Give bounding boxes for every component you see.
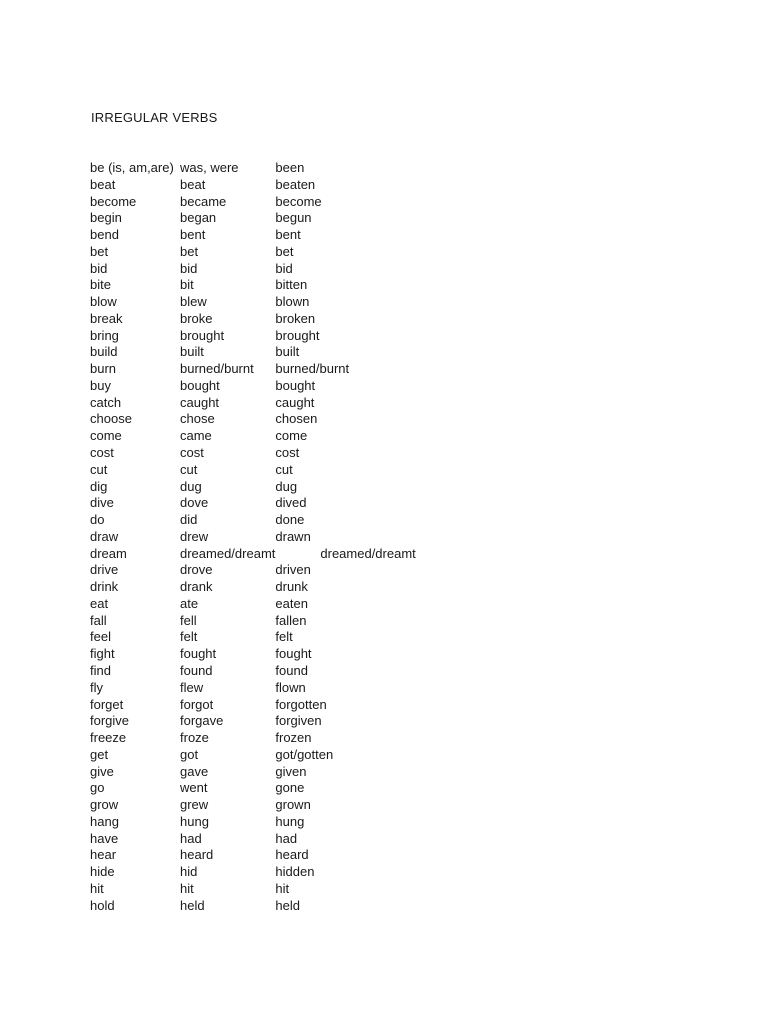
base-form-cell: feel: [90, 629, 111, 645]
base-form-cell: catch: [90, 394, 122, 410]
past-participle-cell: got/gotten: [275, 746, 334, 762]
table-row: [90, 495, 425, 512]
past-participle-cell: dived: [275, 495, 307, 511]
past-tense-cell: hit: [180, 880, 194, 896]
base-form-cell: bet: [90, 243, 109, 259]
past-tense-cell: beat: [180, 176, 206, 192]
table-row: [90, 797, 425, 814]
past-tense-cell: hid: [180, 864, 198, 880]
base-form-cell: bid: [90, 260, 108, 276]
past-participle-cell: bet: [275, 243, 294, 259]
base-form-cell: do: [90, 512, 105, 528]
past-tense-cell: dove: [180, 495, 209, 511]
table-row: [90, 428, 425, 445]
past-tense-cell: bid: [180, 260, 198, 276]
table-row: [90, 177, 425, 194]
base-form-cell: build: [90, 344, 118, 360]
past-participle-cell: done: [275, 512, 305, 528]
past-tense-cell: was, were: [180, 160, 239, 175]
past-tense-cell: drove: [180, 562, 213, 578]
base-form-cell: hit: [90, 880, 104, 896]
past-participle-cell: bought: [275, 377, 316, 393]
past-tense-cell: brought: [180, 327, 225, 343]
past-tense-cell: built: [180, 344, 204, 360]
past-participle-cell: flown: [275, 679, 306, 695]
past-tense-cell: froze: [180, 730, 209, 746]
table-row: [90, 244, 425, 261]
base-form-cell: become: [90, 193, 137, 209]
past-participle-cell: chosen: [275, 411, 318, 427]
page-title: IRREGULAR VERBS: [91, 110, 218, 125]
past-participle-cell: felt: [275, 629, 293, 645]
past-tense-cell: fell: [180, 612, 197, 628]
past-tense-cell: burned/burnt: [180, 361, 254, 377]
past-participle-cell: begun: [275, 210, 312, 226]
past-tense-cell: did: [180, 512, 198, 528]
past-tense-cell: hung: [180, 813, 209, 829]
table-row: [90, 194, 425, 211]
base-form-cell: hide: [90, 864, 115, 880]
past-tense-cell: became: [180, 193, 227, 209]
table-row: [90, 294, 425, 311]
table-row: [90, 864, 425, 881]
base-form-cell: go: [90, 780, 105, 796]
past-tense-cell: heard: [180, 847, 214, 863]
past-tense-cell: chose: [180, 411, 215, 427]
table-row: [90, 277, 425, 294]
table-row: [90, 680, 425, 697]
base-form-cell: bite: [90, 277, 111, 293]
table-row: [90, 747, 425, 764]
past-tense-cell: drank: [180, 579, 213, 595]
past-tense-cell: came: [180, 428, 212, 444]
past-participle-cell: burned/burnt: [275, 361, 350, 377]
base-form-cell: hang: [90, 813, 119, 829]
past-participle-cell: frozen: [275, 730, 312, 746]
base-form-cell: give: [90, 763, 114, 779]
base-form-cell: find: [90, 662, 111, 678]
past-tense-cell: caught: [180, 394, 220, 410]
base-form-cell: forgive: [90, 713, 130, 729]
base-form-cell: hear: [90, 847, 117, 863]
base-form-cell: cut: [90, 461, 108, 477]
past-tense-cell: held: [180, 897, 205, 913]
table-row: [90, 512, 425, 529]
base-form-cell: grow: [90, 797, 119, 813]
table-row: [90, 613, 425, 630]
base-form-cell: drive: [90, 562, 119, 578]
base-form-cell: forget: [90, 696, 124, 712]
base-form-cell: beat: [90, 176, 116, 192]
table-row: [90, 261, 425, 278]
past-participle-cell: hung: [275, 813, 305, 829]
table-row: [90, 881, 425, 898]
table-row: [90, 562, 425, 579]
base-form-cell: buy: [90, 377, 111, 393]
table-row: [90, 529, 425, 546]
past-participle-cell: cut: [275, 461, 293, 477]
past-tense-cell: flew: [180, 679, 204, 695]
past-tense-cell: cut: [180, 461, 198, 477]
past-participle-cell: eaten: [275, 595, 308, 611]
table-row: [90, 546, 425, 563]
base-form-cell: begin: [90, 210, 122, 226]
base-form-cell: burn: [90, 361, 117, 377]
past-tense-cell: found: [180, 662, 213, 678]
table-row: [90, 160, 425, 177]
past-tense-cell: cost: [180, 445, 204, 461]
base-form-cell: fight: [90, 646, 115, 662]
table-row: [90, 596, 425, 613]
past-participle-cell: held: [275, 897, 300, 913]
past-participle-cell: caught: [275, 394, 315, 410]
past-tense-cell: went: [180, 780, 208, 796]
table-row: [90, 847, 425, 864]
past-tense-cell: got: [180, 746, 199, 762]
base-form-cell: have: [90, 830, 119, 846]
past-tense-cell: dreamed/dreamt: [180, 545, 276, 561]
table-row: [90, 361, 425, 378]
past-participle-cell: blown: [275, 294, 310, 310]
table-row: [90, 311, 425, 328]
past-participle-cell: drawn: [275, 528, 311, 544]
past-tense-cell: drew: [180, 528, 209, 544]
past-tense-cell: broke: [180, 310, 213, 326]
past-participle-cell: cost: [275, 445, 300, 461]
table-row: [90, 479, 425, 496]
table-row: [90, 713, 425, 730]
base-form-cell: dream: [90, 545, 127, 561]
base-form-cell: come: [90, 428, 122, 444]
past-participle-cell: hidden: [275, 864, 315, 880]
past-participle-cell: drunk: [275, 579, 308, 595]
past-participle-cell: become: [275, 193, 322, 209]
past-participle-cell: forgotten: [275, 696, 327, 712]
past-participle-cell: heard: [275, 847, 309, 863]
past-participle-cell: forgiven: [275, 713, 322, 729]
past-tense-cell: bet: [180, 243, 199, 259]
past-tense-cell: ate: [180, 595, 199, 611]
past-tense-cell: grew: [180, 797, 209, 813]
past-participle-cell: had: [275, 830, 298, 846]
verb-rows: [90, 160, 425, 914]
base-form-cell: dig: [90, 478, 108, 494]
base-form-cell: fly: [90, 679, 103, 695]
base-form-cell: dive: [90, 495, 114, 511]
table-row: [90, 646, 425, 663]
past-participle-cell: bitten: [275, 277, 308, 293]
base-form-cell: bend: [90, 227, 119, 243]
past-tense-cell: began: [180, 210, 217, 226]
base-form-cell: hold: [90, 897, 115, 913]
past-participle-text: dreamed/dreamt: [320, 545, 416, 561]
base-form-cell: freeze: [90, 730, 127, 746]
table-row: [90, 395, 425, 412]
base-form-cell: drink: [90, 579, 119, 595]
table-row: [90, 210, 425, 227]
table-row: [90, 629, 425, 646]
past-participle-cell: been: [275, 160, 305, 175]
table-row: [90, 730, 425, 747]
past-participle-cell: beaten: [275, 176, 316, 192]
past-tense-cell: bought: [180, 377, 220, 393]
table-row: [90, 378, 425, 395]
past-participle-cell: grown: [275, 797, 311, 813]
past-participle-cell: driven: [275, 562, 311, 578]
base-form-cell: blow: [90, 294, 117, 310]
table-row: [90, 697, 425, 714]
table-row: [90, 764, 425, 781]
table-row: [90, 831, 425, 848]
table-row: [90, 814, 425, 831]
table-row: [90, 328, 425, 345]
past-participle-cell: hit: [275, 880, 290, 896]
table-row: [90, 445, 425, 462]
past-participle-cell: built: [275, 344, 300, 360]
past-participle-cell: fallen: [275, 612, 307, 628]
table-row: [90, 462, 425, 479]
past-participle-cell: fought: [275, 646, 312, 662]
past-tense-cell: bent: [180, 227, 206, 243]
past-participle-cell: [275, 546, 425, 563]
past-participle-cell: gone: [275, 780, 305, 796]
past-tense-cell: forgave: [180, 713, 224, 729]
past-tense-cell: dug: [180, 478, 202, 494]
base-form-cell: get: [90, 746, 109, 762]
past-participle-cell: come: [275, 428, 308, 444]
past-tense-cell: felt: [180, 629, 198, 645]
base-form-cell: bring: [90, 327, 119, 343]
base-form-cell: break: [90, 310, 123, 326]
base-form-cell: choose: [90, 411, 132, 427]
table-row: [90, 344, 425, 361]
base-form-cell: be (is, am,are): [90, 160, 174, 175]
past-tense-cell: blew: [180, 294, 207, 310]
table-row: [90, 780, 425, 797]
past-participle-cell: found: [275, 662, 308, 678]
past-tense-cell: forgot: [180, 696, 214, 712]
base-form-cell: eat: [90, 595, 109, 611]
base-form-cell: draw: [90, 528, 119, 544]
irregular-verbs-table: [90, 160, 425, 914]
past-participle-cell: given: [275, 763, 307, 779]
table-row: [90, 411, 425, 428]
past-participle-cell: bent: [275, 227, 301, 243]
table-row: [90, 227, 425, 244]
table-row: [90, 898, 425, 915]
past-tense-cell: fought: [180, 646, 217, 662]
past-tense-cell: gave: [180, 763, 209, 779]
past-tense-cell: had: [180, 830, 202, 846]
base-form-cell: fall: [90, 612, 107, 628]
past-tense-cell: bit: [180, 277, 194, 293]
table-row: [90, 579, 425, 596]
past-participle-cell: brought: [275, 327, 320, 343]
base-form-cell: cost: [90, 445, 114, 461]
past-participle-cell: bid: [275, 260, 293, 276]
past-participle-cell: dug: [275, 478, 298, 494]
table-row: [90, 663, 425, 680]
past-participle-cell: broken: [275, 310, 316, 326]
